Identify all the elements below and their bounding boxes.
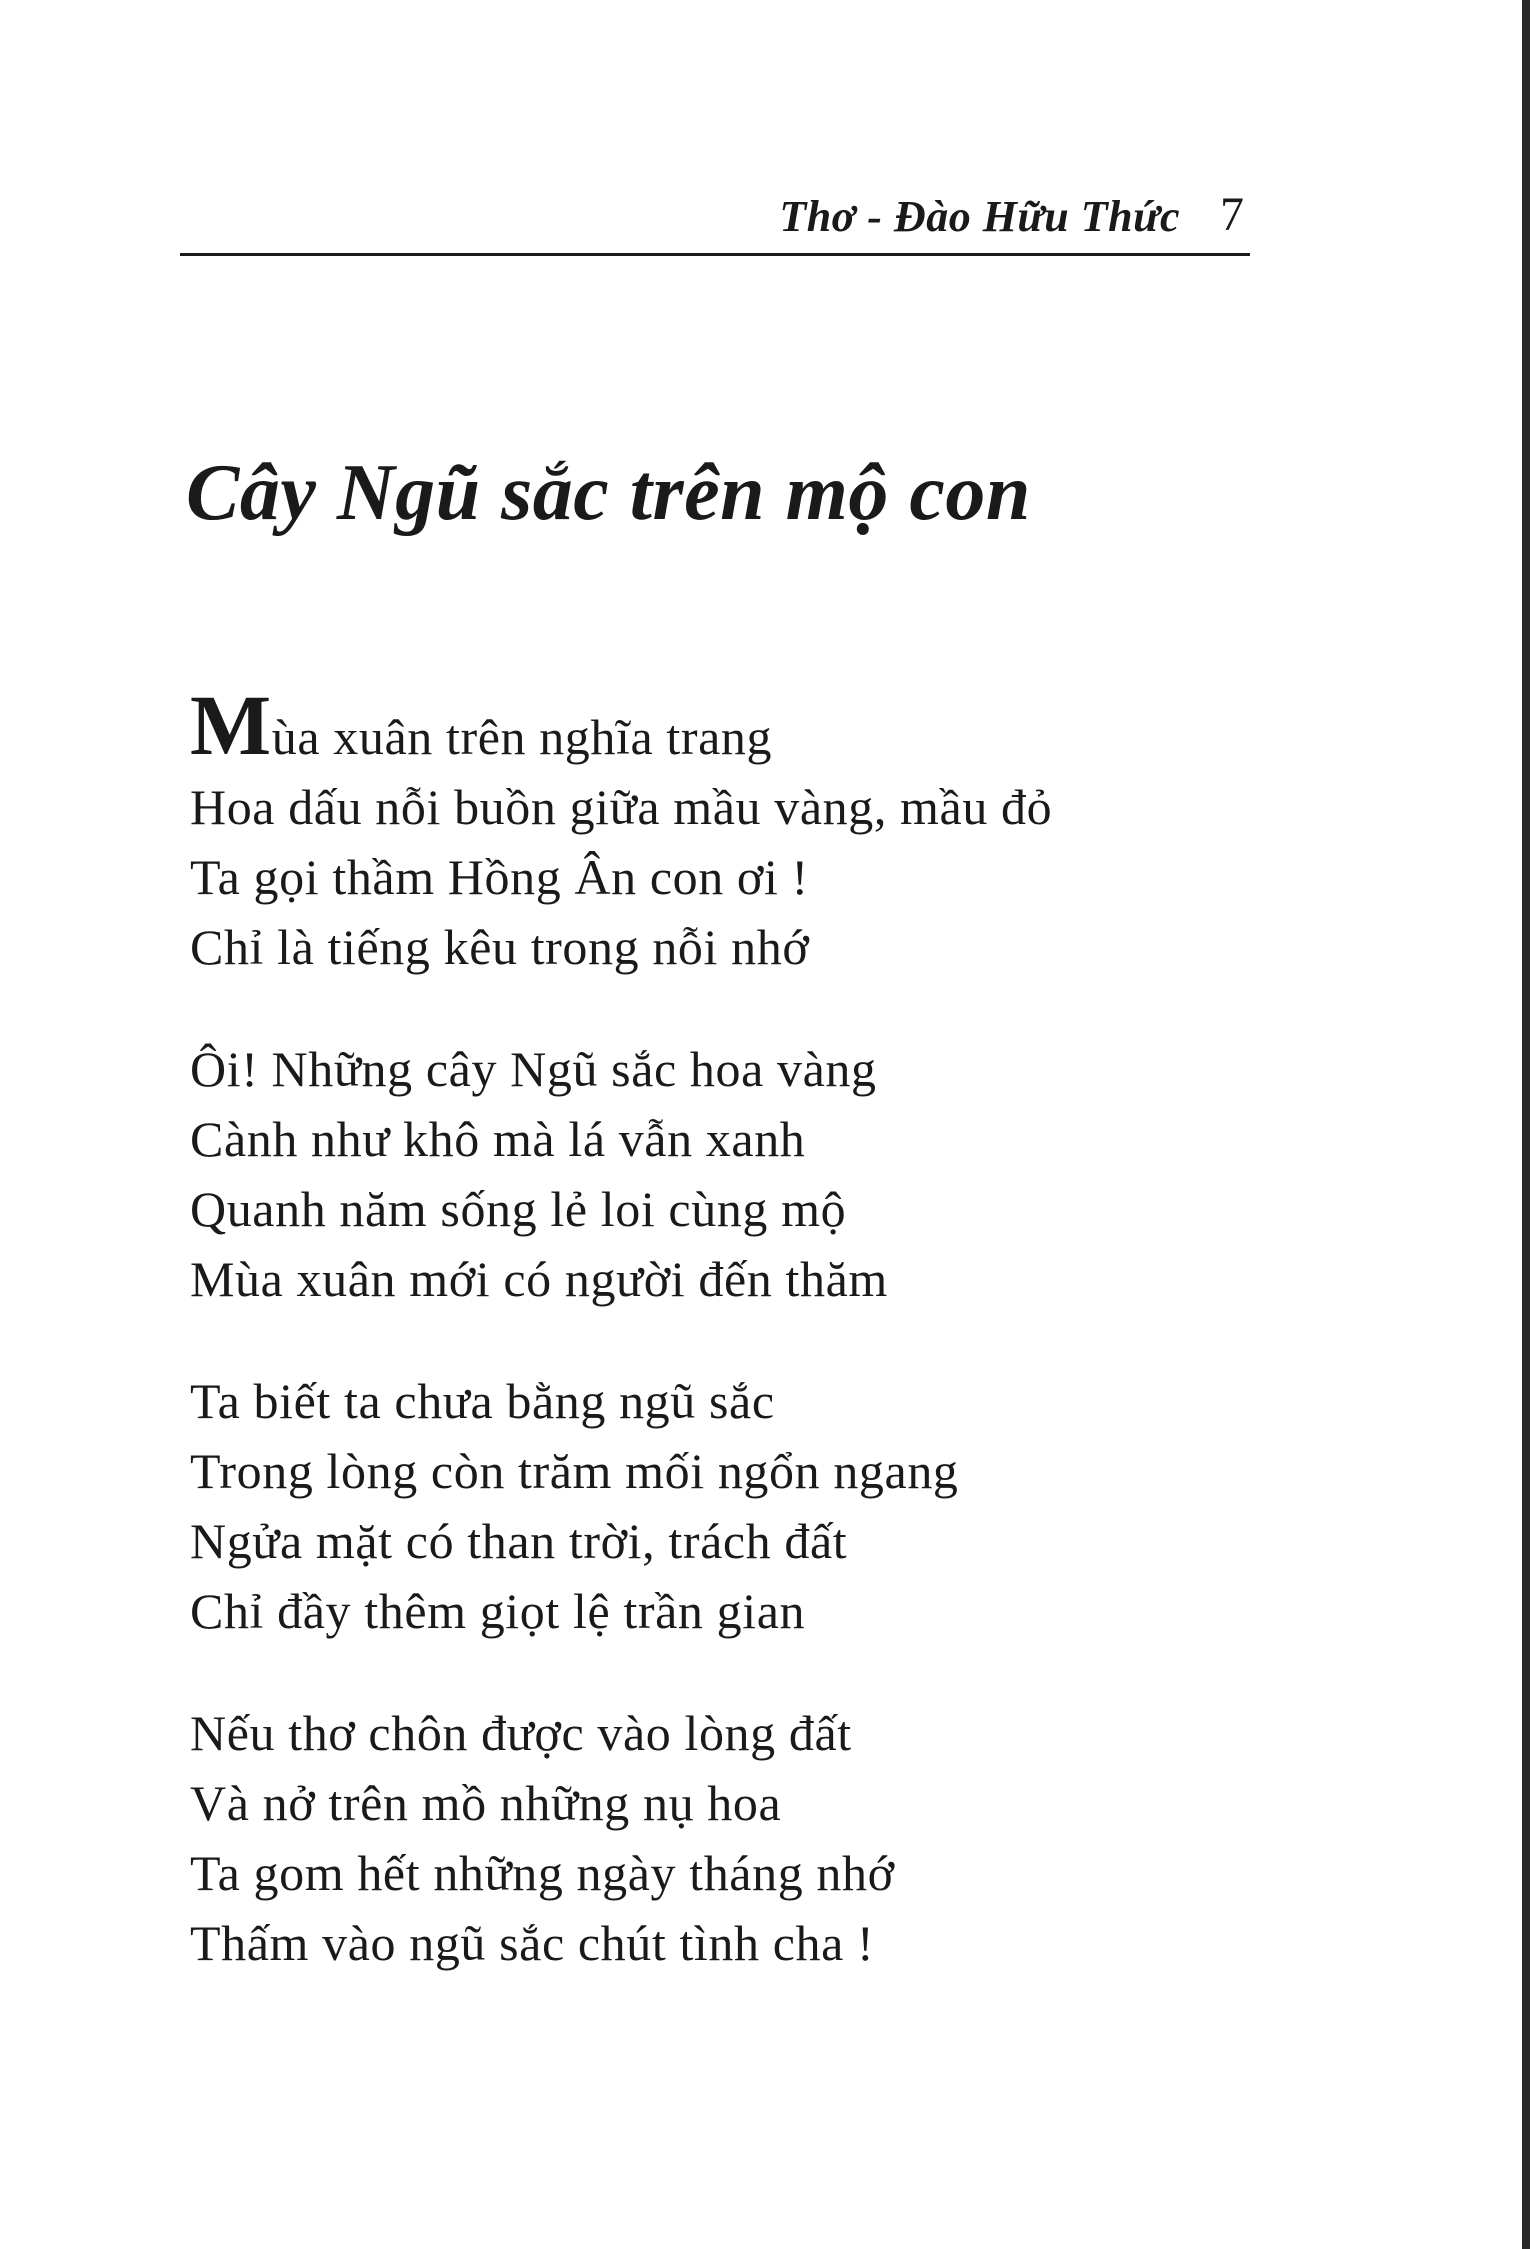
poem-line: Ta gom hết những ngày tháng nhớ bbox=[190, 1845, 895, 1901]
drop-cap: M bbox=[190, 677, 272, 773]
poem-line: Ngửa mặt có than trời, trách đất bbox=[190, 1513, 848, 1569]
poem-line: Hoa dấu nỗi buồn giữa mầu vàng, mầu đỏ bbox=[190, 779, 1053, 835]
running-title: Thơ - Đào Hữu Thức bbox=[779, 192, 1180, 241]
stanza-4 bbox=[190, 1698, 1340, 1978]
poem-line: Và nở trên mồ những nụ hoa bbox=[190, 1775, 782, 1831]
stanza-1 bbox=[190, 677, 1340, 982]
poem-line: Trong lòng còn trăm mối ngổn ngang bbox=[190, 1443, 959, 1499]
poem-title: Cây Ngũ sắc trên mộ con bbox=[186, 449, 1031, 537]
page-number: 7 bbox=[1220, 188, 1244, 241]
stanza-3 bbox=[190, 1366, 1340, 1646]
poem-line: Cành như khô mà lá vẫn xanh bbox=[190, 1111, 806, 1167]
stanza-2 bbox=[190, 1034, 1340, 1314]
poem-line-text: ùa xuân trên nghĩa trang bbox=[271, 709, 773, 765]
poem-line: Ta gọi thầm Hồng Ân con ơi ! bbox=[190, 849, 809, 905]
poem-line: Chỉ đầy thêm giọt lệ trần gian bbox=[190, 1583, 806, 1639]
poem-line: Mùa xuân mới có người đến thăm bbox=[190, 1251, 888, 1307]
poem-line: Quanh năm sống lẻ loi cùng mộ bbox=[190, 1181, 847, 1237]
poem-line: Ta biết ta chưa bằng ngũ sắc bbox=[190, 1373, 775, 1429]
poem-line: Ôi! Những cây Ngũ sắc hoa vàng bbox=[190, 1041, 877, 1097]
poem-line bbox=[190, 677, 1340, 773]
running-header bbox=[180, 190, 1250, 250]
header-divider bbox=[180, 253, 1250, 256]
poem-line: Thấm vào ngũ sắc chút tình cha ! bbox=[190, 1915, 875, 1971]
poem-body bbox=[190, 677, 1340, 2030]
page-edge-shadow bbox=[1522, 0, 1530, 2249]
poem-line: Nếu thơ chôn được vào lòng đất bbox=[190, 1705, 852, 1761]
poem-line: Chỉ là tiếng kêu trong nỗi nhớ bbox=[190, 919, 810, 975]
